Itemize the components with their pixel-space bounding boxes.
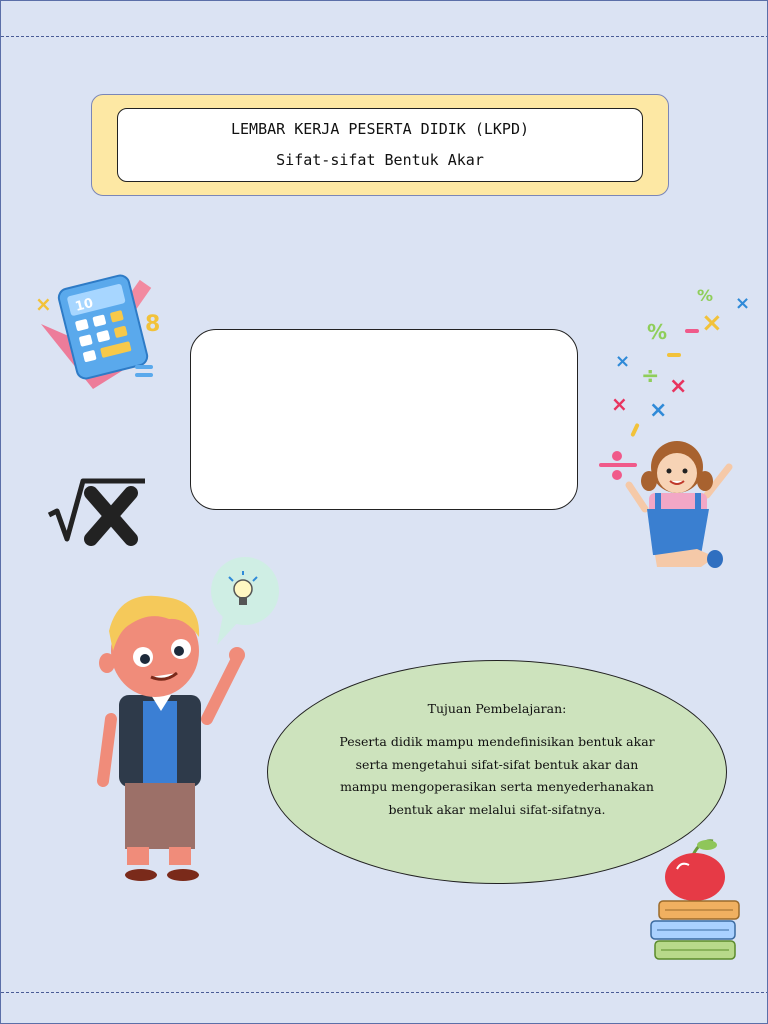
svg-text:×: × <box>611 392 628 416</box>
svg-text:8: 8 <box>145 312 161 337</box>
calculator-display: 10 <box>73 295 95 315</box>
learning-goal-text: Peserta didik mampu mendefinisikan bentuk akar serta mengetahui sifat-sifat bentuk akar dan mampu mengoperasikan serta menyederhanakan bentuk akar melalui sifat-sifatnya. <box>339 734 655 817</box>
square-root-x-icon <box>45 473 149 549</box>
apple-books-icon <box>641 837 749 973</box>
title-box <box>117 108 643 182</box>
bottom-dashed-line <box>1 992 768 993</box>
boy-illustration <box>89 591 249 887</box>
svg-text:%: % <box>647 320 668 344</box>
svg-text:×: × <box>649 398 668 423</box>
learning-goal-heading: Tujuan Pembelajaran: <box>427 701 567 716</box>
girl-illustration <box>597 437 747 577</box>
worksheet-title: LEMBAR KERJA PESERTA DIDIK (LKPD) <box>230 120 529 138</box>
svg-text:÷: ÷ <box>641 364 660 389</box>
svg-text:×: × <box>615 351 631 372</box>
svg-text:%: % <box>697 286 714 305</box>
svg-text:×: × <box>35 292 52 316</box>
top-dashed-line <box>1 36 768 37</box>
math-symbols-icon <box>605 283 765 443</box>
svg-text:×: × <box>701 308 723 338</box>
worksheet-subtitle: Sifat-sifat Bentuk Akar <box>276 151 484 169</box>
svg-text:×: × <box>669 374 688 399</box>
calculator-icon <box>33 269 178 394</box>
svg-text:×: × <box>735 293 751 314</box>
blank-content-box <box>190 329 578 510</box>
